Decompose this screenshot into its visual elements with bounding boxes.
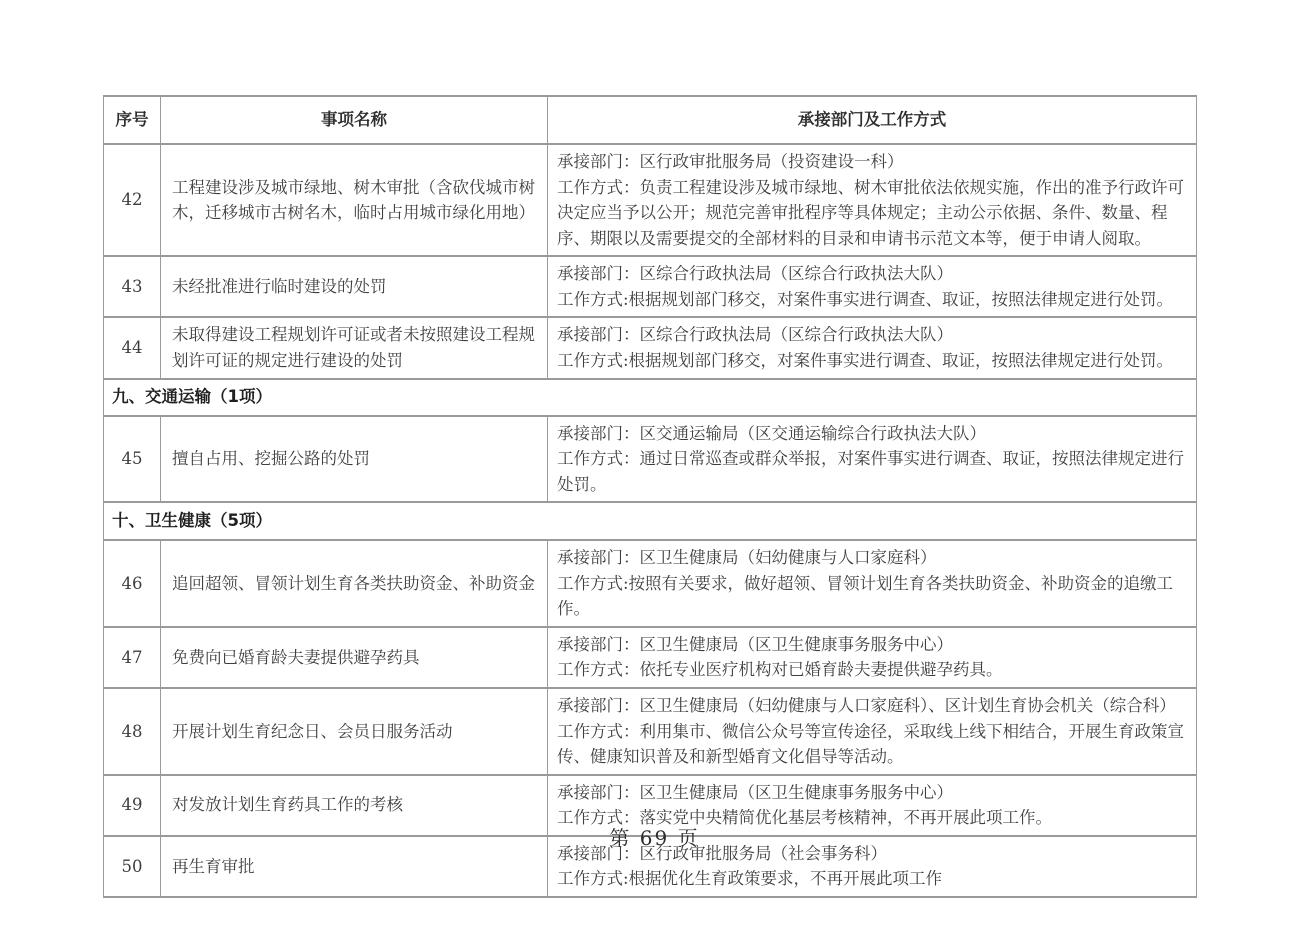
dept-line: 承接部门：区卫生健康局（妇幼健康与人口家庭科） — [557, 548, 937, 568]
work-line: 工作方式:按照有关要求，做好超领、冒领计划生育各类扶助资金、补助资金的追缴工作。 — [557, 573, 1174, 619]
dept-cell — [548, 540, 1197, 627]
dept-line: 承接部门：区卫生健康局（区卫生健康事务服务中心） — [557, 634, 953, 654]
row-number: 50 — [104, 836, 161, 897]
page-number: 第 69 页 — [609, 826, 700, 850]
work-line: 工作方式：负责工程建设涉及城市绿地、树木审批依法依规实施，作出的准予行政许可决定应当予以公开；规范完善审批程序等具体规定；主动公示依据、条件、数量、程序、期限以及需要提交的全部材料的目录和申请书示范文本等，便于申请人阅取。 — [557, 177, 1184, 248]
dept-cell — [548, 317, 1197, 378]
work-line: 工作方式:根据优化生育政策要求，不再开展此项工作 — [557, 869, 943, 889]
table-row — [104, 540, 1197, 627]
dept-cell — [548, 627, 1197, 688]
section-row — [104, 502, 1197, 540]
work-line: 工作方式：利用集市、微信公众号等宣传途径，采取线上线下相结合，开展生育政策宣传、健康知识普及和新型婚育文化倡导等活动。 — [557, 721, 1184, 767]
table-row — [104, 416, 1197, 503]
table-header-row — [104, 96, 1197, 144]
work-line: 工作方式：通过日常巡查或群众举报，对案件事实进行调查、取证，按照法律规定进行处罚。 — [557, 449, 1184, 494]
item-name: 擅自占用、挖掘公路的处罚 — [161, 416, 548, 503]
row-number: 49 — [104, 775, 161, 836]
dept-cell — [548, 416, 1197, 503]
row-number: 42 — [104, 144, 161, 256]
work-line: 工作方式:根据规划部门移交，对案件事实进行调查、取证，按照法律规定进行处罚。 — [557, 350, 1174, 370]
header-item-name: 事项名称 — [161, 96, 548, 144]
work-line: 工作方式：依托专业医疗机构对已婚育龄夫妻提供避孕药具。 — [557, 660, 1003, 680]
work-line: 工作方式:根据规划部门移交，对案件事实进行调查、取证，按照法律规定进行处罚。 — [557, 289, 1174, 309]
item-name: 未经批准进行临时建设的处罚 — [161, 256, 548, 317]
section-row — [104, 379, 1197, 416]
item-name: 免费向已婚育龄夫妻提供避孕药具 — [161, 627, 548, 688]
dept-line: 承接部门：区综合行政执法局（区综合行政执法大队） — [557, 325, 953, 345]
item-name: 追回超领、冒领计划生育各类扶助资金、补助资金 — [161, 540, 548, 627]
item-name: 对发放计划生育药具工作的考核 — [161, 775, 548, 836]
dept-cell — [548, 144, 1197, 256]
table-row — [104, 688, 1197, 775]
dept-line: 承接部门：区综合行政执法局（区综合行政执法大队） — [557, 264, 953, 284]
row-number: 48 — [104, 688, 161, 775]
row-number: 43 — [104, 256, 161, 317]
table-row — [104, 317, 1197, 378]
header-no: 序号 — [104, 96, 161, 144]
dept-line: 承接部门：区行政审批服务局（投资建设一科） — [557, 152, 904, 171]
dept-line: 承接部门：区行政审批服务局（社会事务科） — [557, 843, 887, 863]
work-line: 工作方式：落实党中央精简优化基层考核精神，不再开展此项工作。 — [557, 808, 1052, 828]
item-name: 再生育审批 — [161, 836, 548, 897]
header-dept: 承接部门及工作方式 — [548, 96, 1197, 144]
dept-cell — [548, 256, 1197, 317]
table-row — [104, 144, 1197, 256]
item-name: 开展计划生育纪念日、会员日服务活动 — [161, 688, 548, 775]
table-row — [104, 627, 1197, 688]
table-row — [104, 256, 1197, 317]
row-number: 46 — [104, 540, 161, 627]
dept-line: 承接部门：区交通运输局（区交通运输综合行政执法大队） — [557, 423, 986, 443]
item-name: 工程建设涉及城市绿地、树木审批（含砍伐城市树木，迁移城市古树名木，临时占用城市绿化用地） — [161, 144, 548, 256]
dept-line: 承接部门：区卫生健康局（区卫生健康事务服务中心） — [557, 782, 953, 802]
item-name: 未取得建设工程规划许可证或者未按照建设工程规划许可证的规定进行建设的处罚 — [161, 317, 548, 378]
row-number: 44 — [104, 317, 161, 378]
dept-line: 承接部门：区卫生健康局（妇幼健康与人口家庭科）、区计划生育协会机关（综合科） — [557, 696, 1176, 715]
dept-cell — [548, 688, 1197, 775]
row-number: 45 — [104, 416, 161, 503]
section-title: 九、交通运输（1项） — [104, 379, 1197, 416]
section-title: 十、卫生健康（5项） — [104, 502, 1197, 540]
row-number: 47 — [104, 627, 161, 688]
items-table — [103, 95, 1197, 898]
